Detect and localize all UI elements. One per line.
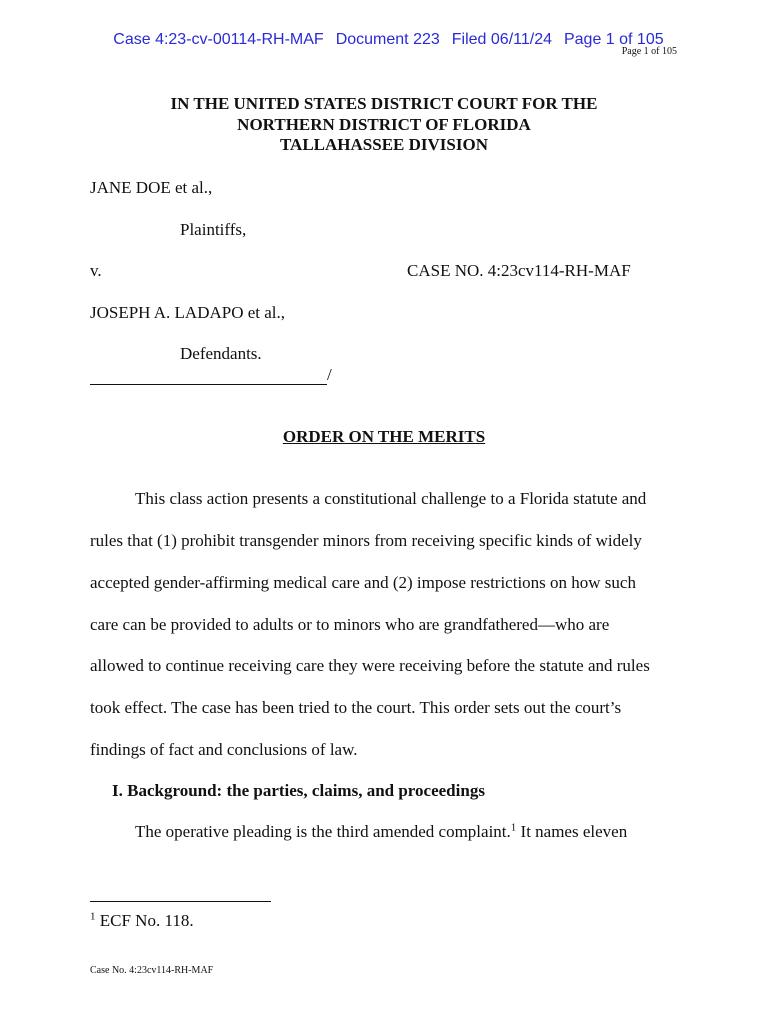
body-line: findings of fact and conclusions of law. [90,740,358,759]
plaintiff-name: JANE DOE et al., [90,178,213,197]
defendant-role: Defendants. [180,344,262,363]
body-line: accepted gender-affirming medical care and (2) impose restrictions on how such [90,573,636,592]
body-line [135,822,627,842]
footnote-ref: 1 [510,821,517,834]
court-line-1: IN THE UNITED STATES DISTRICT COURT FOR THE [170,94,598,113]
section-heading: I. Background: the parties, claims, and proceedings [112,781,485,800]
plaintiff-role: Plaintiffs, [180,220,247,239]
header-stamp [0,13,768,49]
signature-slash: / [327,365,332,384]
footer-case-number: Case No. 4:23cv114-RH-MAF [90,965,214,976]
footnote-text: ECF No. 118. [95,911,194,930]
para2-start: The operative pleading is the third amended complaint. [135,822,511,841]
court-heading [0,94,768,156]
case-number: CASE NO. 4:23cv114-RH-MAF [407,261,631,280]
order-title: ORDER ON THE MERITS [282,427,486,446]
stamp-filed: Filed 06/11/24 [451,31,552,48]
body-line: allowed to continue receiving care they were receiving before the statute and rules [90,656,650,675]
body-line: rules that (1) prohibit transgender minors from receiving specific kinds of widely [90,531,642,550]
versus: v. [90,261,102,280]
stamp-case: Case 4:23-cv-00114-RH-MAF [113,31,324,48]
court-line-3: TALLAHASSEE DIVISION [279,135,488,154]
footnote-number: 1 [90,910,96,923]
body-line: care can be provided to adults or to minors who are grandfathered—who are [90,615,610,634]
signature-rule [90,367,327,385]
defendant-name: JOSEPH A. LADAPO et al., [90,303,286,322]
footnote-rule [90,901,271,902]
footnote [90,911,194,931]
body-line: took effect. The case has been tried to the court. This order sets out the court’s [90,698,622,717]
page-number: Page 1 of 105 [621,46,677,57]
court-line-2: NORTHERN DISTRICT OF FLORIDA [237,114,531,134]
body-line: This class action presents a constitutional challenge to a Florida statute and [135,489,647,508]
stamp-document: Document 223 [335,31,440,48]
stamp-page: Page 1 of 105 [563,31,664,48]
para2-end: It names eleven [516,822,628,841]
signature-line [90,365,332,385]
